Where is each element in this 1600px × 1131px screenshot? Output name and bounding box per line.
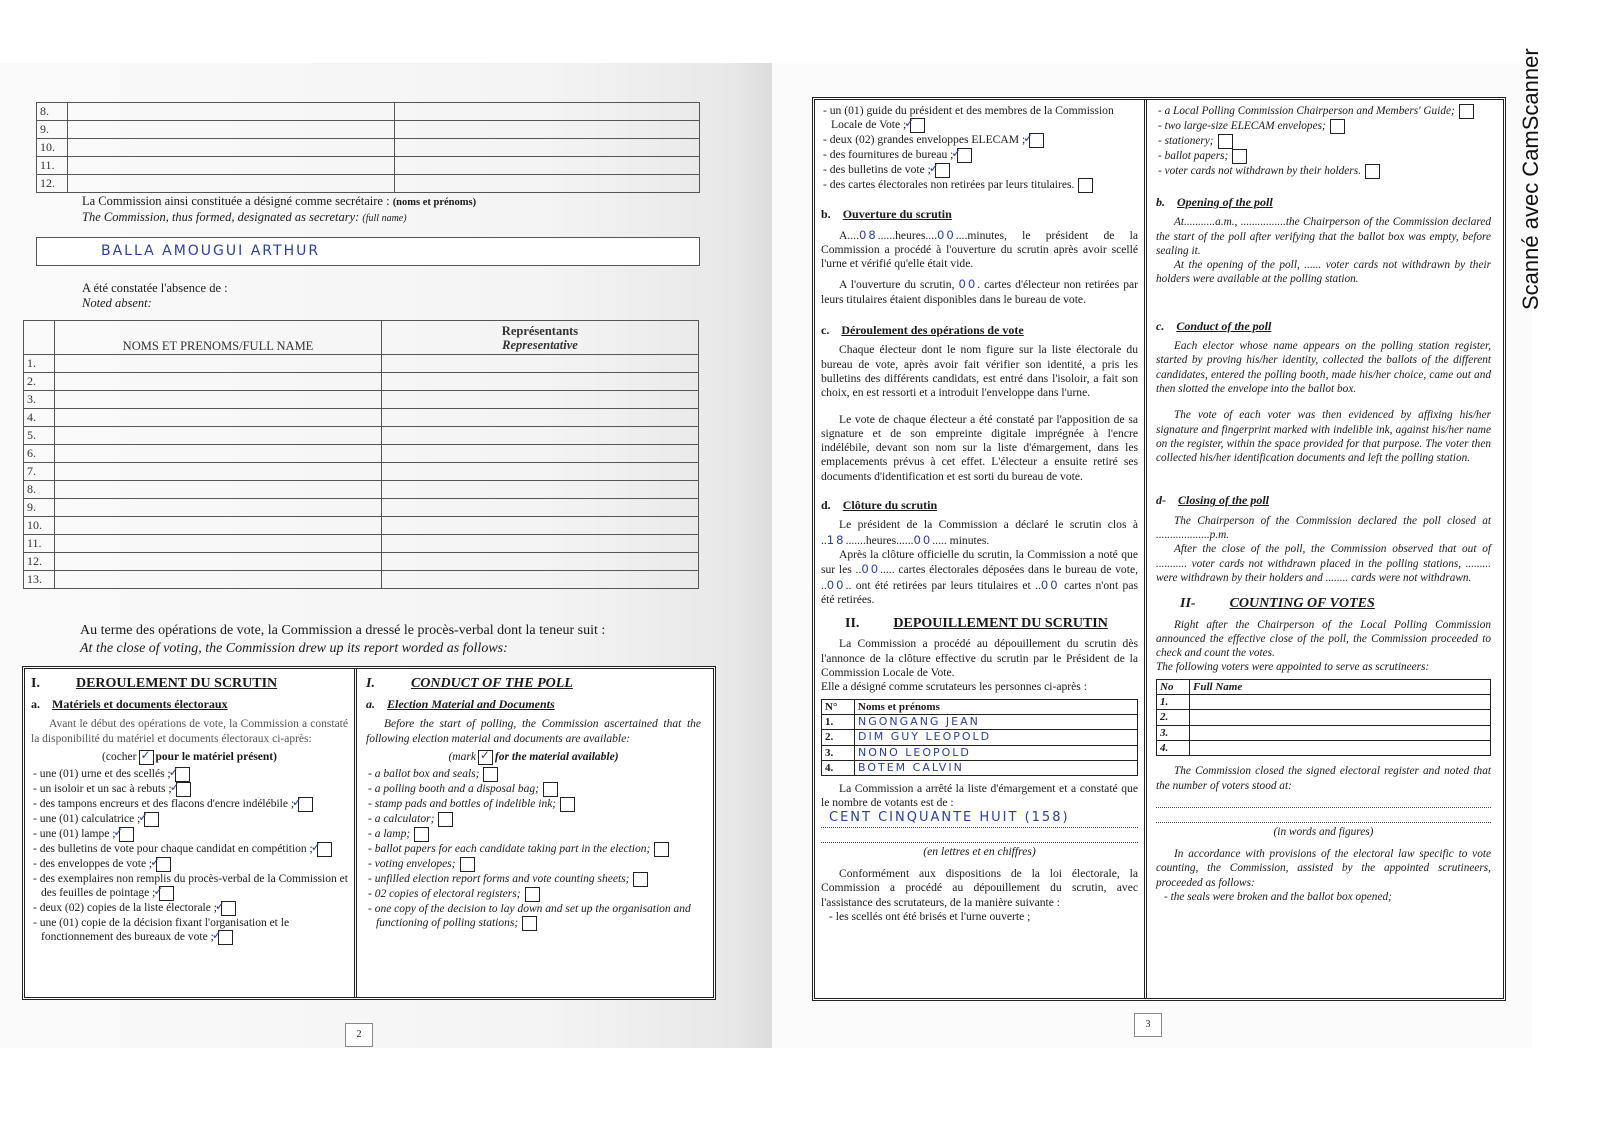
voters-hint-en: (in words and figures) — [1273, 825, 1374, 838]
table-row: 3. — [1157, 725, 1491, 740]
table-row: 2. DIM GUY LEOPOLD — [822, 730, 1138, 745]
material-col-en — [360, 669, 707, 997]
absent-rep-cell[interactable] — [382, 517, 699, 535]
counting-title-en: II- COUNTING OF VOTES — [1180, 596, 1375, 612]
checkbox[interactable] — [159, 886, 174, 901]
table-row: 11. — [24, 535, 699, 553]
absent-rep-cell[interactable] — [382, 373, 699, 391]
checkbox[interactable] — [221, 901, 236, 916]
closing-p1-en: The Chairperson of the Commission declared the poll closed at ...................p.m. — [1156, 514, 1491, 542]
secretary-label — [82, 194, 476, 226]
checkbox[interactable] — [438, 812, 453, 827]
opening-minutes-value[interactable]: 00 — [936, 227, 956, 242]
checklist-item: - a calculator; — [366, 812, 701, 827]
checklist-item: - two large-size ELECAM envelopes; — [1156, 119, 1491, 134]
absent-name-cell[interactable] — [55, 427, 382, 445]
checkbox[interactable] — [1365, 164, 1380, 179]
scrutineer-name-cell[interactable]: BOTEM CALVIN — [855, 760, 1138, 775]
absent-rep-cell[interactable] — [382, 427, 699, 445]
cards-not-withdrawn-value[interactable]: 00 — [1040, 577, 1060, 592]
scrutineer-name-cell[interactable] — [1190, 725, 1491, 740]
scrutineer-name-cell[interactable] — [1190, 710, 1491, 725]
table-row: 8. — [24, 481, 699, 499]
checklist-item: - deux (02) grandes enveloppes ELECAM ;✓ — [821, 133, 1138, 148]
opening-title-fr: b. Ouverture du scrutin — [821, 207, 952, 222]
secretary-label-en: The Commission, thus formed, designated as secretary: — [82, 210, 360, 224]
member-role-cell[interactable] — [395, 139, 700, 157]
absent-rep-cell[interactable] — [382, 571, 699, 589]
absent-name-cell[interactable] — [55, 553, 382, 571]
checklist-item: - ballot papers; — [1156, 149, 1491, 164]
checklist-item: - un (01) guide du président et des membres de la Commission Locale de Vote ;✓ — [821, 104, 1138, 133]
cards-withdrawn-value[interactable]: 00 — [826, 577, 846, 592]
conduct-p2-fr: Le vote de chaque électeur a été constaté par l'apposition de sa signature et de son empreinte digitale imprégnée à l'encre indélébile, devant son nom sur la liste d'émargement, dans les emplacements prévus à cet effet. L'électeur a ensuite retiré ses documents d'identification et est sorti du bureau de vote. — [821, 412, 1138, 483]
secretary-field[interactable] — [36, 237, 700, 266]
table-row: 5. — [24, 427, 699, 445]
counting-p1-en: Right after the Chairperson of the Local Polling Commission announced the effective close of the poll, the Commission proceeded to check and count the votes. — [1156, 618, 1491, 660]
opening-title-en: b. Opening of the poll — [1156, 195, 1273, 209]
checklist-item: - a lamp; — [366, 827, 701, 842]
absent-name-cell[interactable] — [55, 517, 382, 535]
absent-rep-cell[interactable] — [382, 535, 699, 553]
absent-table — [23, 320, 699, 589]
table-row: 1. NGONGANG JEAN — [822, 714, 1138, 729]
checkbox[interactable] — [176, 782, 191, 797]
checklist-item: - des bulletins de vote ;✓ — [821, 163, 1138, 178]
checklist-item: - voting envelopes; — [366, 857, 701, 872]
checklist-item: - a Local Polling Commission Chairperson and Members' Guide; — [1156, 104, 1491, 119]
absent-name-cell[interactable] — [55, 535, 382, 553]
closing-p2-fr: Après la clôture officielle du scrutin, la Commission a noté que sur les ..00..... cartes électorales déposées dans le bureau de vote, ..00.. ont été retirées par leurs titulaires et ..00 cartes n'ont pas été retirées. — [821, 547, 1138, 606]
checkbox[interactable] — [1459, 104, 1474, 119]
checklist-item: - deux (02) copies de la liste électorale ;✓ — [31, 901, 348, 916]
checkbox[interactable] — [1078, 178, 1093, 193]
opening-p1-en: At...........a.m., ................the Chairperson of the Commission declared the start of the poll after verifying that the ballot box was empty, before sealing it. — [1156, 216, 1491, 257]
absent-rep-cell[interactable] — [382, 463, 699, 481]
closing-hours-value[interactable]: 18 — [826, 532, 846, 547]
secretary-hint-en: (full name) — [362, 213, 407, 224]
checklist-item: - un isoloir et un sac à rebuts ;✓ — [31, 782, 348, 797]
checkbox[interactable] — [298, 797, 313, 812]
checklist-item: - des bulletins de vote pour chaque candidat en compétition ;✓ — [31, 842, 348, 857]
subsection-title-en: a. Election Material and Documents — [366, 697, 555, 712]
absent-rep-cell[interactable] — [382, 481, 699, 499]
opening-hours-value[interactable]: 08 — [858, 227, 878, 242]
conduct-p2-en: The vote of each voter was then evidenced by affixing his/her signature and fingerprint marked with indelible ink, against his/her name on the register, within the space provided for that purpose. The voter then collected his/her identification documents and left the polling station. — [1156, 409, 1491, 465]
checkbox[interactable] — [633, 872, 648, 887]
section-title-en: I. CONDUCT OF THE POLL — [366, 676, 573, 691]
voters-field-en[interactable] — [1156, 793, 1491, 808]
table-row: 1. — [24, 355, 699, 373]
member-role-cell[interactable] — [395, 175, 700, 193]
opening-cards-value[interactable]: 00 — [958, 277, 978, 292]
voters-hint-fr: (en lettres et en chiffres) — [923, 844, 1036, 858]
checkbox[interactable] — [1029, 133, 1044, 148]
absent-label — [82, 281, 228, 311]
absent-name-cell[interactable] — [55, 499, 382, 517]
table-row: 8. — [37, 103, 700, 121]
table-row: 10. — [37, 139, 700, 157]
absent-name-cell[interactable] — [55, 481, 382, 499]
checkbox[interactable] — [957, 148, 972, 163]
table-row: 3. — [24, 391, 699, 409]
material-col-fr — [25, 669, 357, 997]
table-row: 12. — [24, 553, 699, 571]
scrutineer-name-cell[interactable]: NGONGANG JEAN — [855, 714, 1138, 729]
absent-name-cell[interactable] — [55, 445, 382, 463]
absent-rep-cell[interactable] — [382, 355, 699, 373]
checklist-item: - 02 copies of electoral registers; — [366, 887, 701, 902]
secretary-hint-fr: (noms et prénoms) — [392, 197, 477, 208]
closing-minutes-value[interactable]: 00 — [913, 532, 933, 547]
closing-title-en: d- Closing of the poll — [1156, 493, 1270, 508]
material-list-fr-cont — [821, 104, 1138, 193]
voters-label-fr: La Commission a arrêté la liste d'émargement et a constaté que le nombre de votants est de : — [821, 782, 1138, 810]
checklist-item: - des exemplaires non remplis du procès-verbal de la Commission et des feuilles de pointage ;✓ — [31, 872, 348, 901]
checklist-item: - une (01) calculatrice ;✓ — [31, 812, 348, 827]
absent-name-cell[interactable] — [55, 409, 382, 427]
checkbox[interactable] — [156, 857, 171, 872]
mark-instruction-en: (mark ✓ for the material available) — [366, 750, 701, 765]
absent-rep-cell[interactable] — [382, 499, 699, 517]
counting-p2-en: The following voters were appointed to serve as scrutineers: — [1156, 661, 1430, 674]
table-row: 9. — [37, 121, 700, 139]
conduct-title-fr: c. Déroulement des opérations de vote — [821, 323, 1024, 338]
counting-method-en: In accordance with provisions of the electoral law specific to vote counting, the Commission, assisted by the appointed scrutineers, proceeded as follows: — [1156, 848, 1491, 889]
conduct-p1-en: Each elector whose name appears on the polling station register, started by proving his/her identity, collected the ballots of the different candidates, entered the polling booth, made his/her choice, came out and then slotted the envelope into the ballot box. — [1156, 340, 1491, 395]
table-row: 4. — [1157, 740, 1491, 755]
checklist-item: - voter cards not withdrawn by their holders. — [1156, 164, 1491, 179]
closing-title-fr: d. Clôture du scrutin — [821, 498, 938, 513]
checklist-item: - stationery; — [1156, 134, 1491, 149]
absent-rep-cell[interactable] — [382, 445, 699, 463]
absent-name-cell[interactable] — [55, 571, 382, 589]
checklist-item: - stamp pads and bottles of indelible ink; — [366, 797, 701, 812]
checkbox[interactable] — [483, 767, 498, 782]
table-row: 11. — [37, 157, 700, 175]
right-box — [812, 97, 1506, 1001]
table-row: 4. BOTEM CALVIN — [822, 760, 1138, 775]
table-row: 10. — [24, 517, 699, 535]
scrutineers-table-fr: N° Noms et prénoms 1. NGONGANG JEAN 2. DIM GUY LEOPOLD 3. NONO LEOPOLD 4. BOTEM CALVIN — [821, 699, 1138, 776]
checkbox[interactable] — [543, 782, 558, 797]
checklist-item: - des tampons encreurs et des flacons d'encre indélébile ;✓ — [31, 797, 348, 812]
table-row: 2. — [24, 373, 699, 391]
secretary-value: BALLA AMOUGUI ARTHUR — [101, 243, 321, 259]
opening-p2-fr: A l'ouverture du scrutin, 00. cartes d'électeur non retirées par leurs titulaires étaient disponibles dans le bureau de vote. — [821, 277, 1138, 306]
member-name-cell[interactable] — [68, 139, 395, 157]
checkbox[interactable] — [1218, 134, 1233, 149]
scrutineers-table-en: No Full Name 1. 2. 3. 4. — [1156, 679, 1491, 756]
checkbox[interactable] — [119, 827, 134, 842]
counting-p2-fr: Elle a désigné comme scrutateurs les personnes ci-après : — [821, 680, 1087, 694]
member-name-cell[interactable] — [68, 157, 395, 175]
report-intro — [80, 622, 605, 658]
counting-p1-fr: La Commission a procédé au dépouillement du scrutin dès l'annonce de la clôture effective du scrutin par le Président de la Commission Locale de Vote. — [821, 637, 1138, 680]
scrutineer-name-cell[interactable] — [1190, 740, 1491, 755]
checklist-item: - des fournitures de bureau ;✓ — [821, 148, 1138, 163]
conduct-p1-fr: Chaque électeur dont le nom figure sur la liste électorale du bureau de vote, après avoir fait vérifier son identité, a pris les bulletins des différents candidats, est entré dans l'isoloir, a fait son choix, en est ressorti et a introduit l'enveloppe dans l'urne. — [821, 343, 1138, 400]
checklist-item: - a ballot box and seals; — [366, 767, 701, 782]
checkbox[interactable] — [1232, 149, 1247, 164]
checklist-item: - one copy of the decision to lay down and set up the organisation and functioning of polling stations; — [368, 902, 691, 930]
absent-label-en: Noted absent: — [82, 296, 152, 310]
checkbox[interactable] — [317, 842, 332, 857]
report-intro-en: At the close of voting, the Commission drew up its report worded as follows: — [80, 641, 508, 656]
material-list-en-cont — [1156, 104, 1491, 179]
right-col-en — [1150, 100, 1497, 998]
section-title-fr: I. DEROULEMENT DU SCRUTIN — [31, 676, 278, 691]
page-number-right: 3 — [1134, 1013, 1162, 1037]
absent-col-name: NOMS ET PRENOMS/FULL NAME — [55, 321, 382, 355]
checkbox[interactable] — [460, 857, 475, 872]
absent-name-cell[interactable] — [55, 463, 382, 481]
checklist-item: - unfilled election report forms and vote counting sheets; — [366, 872, 701, 887]
material-intro-fr: Avant le début des opérations de vote, la Commission a constaté la disponibilité du matériel et documents électoraux ci-après: — [31, 718, 348, 745]
checkbox[interactable] — [525, 887, 540, 902]
opening-p1-fr: A....08......heures....00....minutes, le président de la Commission a procédé à l'ouverture du scrutin après avoir scellé l'urne et vérifié qu'elle était vide. — [821, 227, 1138, 271]
checkbox[interactable] — [144, 812, 159, 827]
mark-instruction-fr: (cocher ✓ pour le matériel présent) — [31, 750, 348, 765]
checkbox[interactable] — [560, 797, 575, 812]
table-row: 1. — [1157, 695, 1491, 710]
sample-checkbox-icon — [139, 750, 154, 765]
checkbox[interactable] — [218, 930, 233, 945]
table-row: 6. — [24, 445, 699, 463]
member-role-cell[interactable] — [395, 157, 700, 175]
cards-deposited-value[interactable]: 00 — [861, 562, 881, 577]
table-row: 13. — [24, 571, 699, 589]
counting-item-fr: - les scellés ont été brisés et l'urne ouverte ; — [829, 909, 1031, 923]
material-intro-en: Before the start of polling, the Commission ascertained that the following election material and documents are available: — [366, 718, 701, 745]
scrutineer-name-cell[interactable] — [1190, 695, 1491, 710]
absent-name-cell[interactable] — [55, 391, 382, 409]
voters-label-en: The Commission closed the signed electoral register and noted that the number of voters stood at: — [1156, 765, 1491, 792]
counting-title-fr: II. DEPOUILLEMENT DU SCRUTIN — [845, 616, 1108, 632]
checkbox[interactable] — [522, 916, 537, 931]
secretary-label-fr: La Commission ainsi constituée a désigné comme secrétaire : — [82, 194, 390, 208]
table-row: 4. — [24, 409, 699, 427]
material-list-fr — [31, 767, 348, 945]
table-row: 12. — [37, 175, 700, 193]
scrutineer-name-cell[interactable]: DIM GUY LEOPOLD — [855, 730, 1138, 745]
scrutineer-name-cell[interactable]: NONO LEOPOLD — [855, 745, 1138, 760]
table-row: 7. — [24, 463, 699, 481]
counting-method-fr: Conformément aux dispositions de la loi électorale, la Commission a procédé au dépouillement du scrutin, avec l'assistance des scrutateurs, de la manière suivante : — [821, 866, 1138, 909]
subsection-title-fr: a. Matériels et documents électoraux — [31, 697, 228, 712]
member-name-cell[interactable] — [68, 175, 395, 193]
member-role-cell[interactable] — [395, 121, 700, 139]
table-row: 9. — [24, 499, 699, 517]
absent-rep-cell[interactable] — [382, 553, 699, 571]
absent-name-cell[interactable] — [55, 355, 382, 373]
checklist-item: - ballot papers for each candidate taking part in the election; — [366, 842, 701, 857]
sample-checkbox-icon — [478, 750, 493, 765]
checklist-item: - des cartes électorales non retirées par leurs titulaires. — [821, 178, 1138, 193]
member-name-cell[interactable] — [68, 121, 395, 139]
voters-value: CENT CINQUANTE HUIT (158) — [829, 809, 1070, 825]
report-intro-fr: Au terme des opérations de vote, la Commission a dressé le procès-verbal dont la teneur suit : — [80, 623, 606, 638]
closing-p2-en: After the close of the poll, the Commission observed that out of ........... voter cards not withdrawn placed in the polling stations, ......... were withdrawn by their holders and ........ cards were not withdrawn. — [1156, 543, 1491, 584]
checkbox[interactable] — [414, 827, 429, 842]
table-row: 3. NONO LEOPOLD — [822, 745, 1138, 760]
checkbox[interactable] — [654, 842, 669, 857]
absent-rep-cell[interactable] — [382, 409, 699, 427]
absent-rep-cell[interactable] — [382, 391, 699, 409]
camscanner-watermark: Scanné avec CamScanner — [1518, 48, 1543, 310]
right-col-fr — [815, 100, 1147, 998]
checklist-item: - une (01) lampe ;✓ — [31, 827, 348, 842]
checklist-item: - une (01) urne et des scellés ;✓ — [31, 767, 348, 782]
absent-col-rep: Représentants Representative — [382, 321, 699, 355]
closing-p1-fr: Le président de la Commission a déclaré le scrutin clos à ..18.......heures......00..... minutes. — [821, 518, 1138, 547]
opening-p2-en: At the opening of the poll, ...... voter cards not withdrawn by their holders were available at the polling station. — [1156, 259, 1491, 286]
checklist-item: - a polling booth and a disposal bag; — [366, 782, 701, 797]
table-row: 2. — [1157, 710, 1491, 725]
conduct-title-en: c. Conduct of the poll — [1156, 318, 1272, 333]
page-number-left: 2 — [345, 1023, 373, 1047]
counting-item-en: - the seals were broken and the ballot box opened; — [1164, 890, 1392, 903]
material-box — [22, 666, 716, 1000]
absent-name-cell[interactable] — [55, 373, 382, 391]
checklist-item: - une (01) copie de la décision fixant l'organisation et le fonctionnement des bureaux de vote ;✓ — [31, 916, 348, 945]
absent-label-fr: A été constatée l'absence de : — [82, 281, 228, 295]
members-table — [36, 102, 700, 193]
member-name-cell[interactable] — [68, 103, 395, 121]
material-list-en — [366, 767, 701, 931]
checklist-item: - des enveloppes de vote ;✓ — [31, 857, 348, 872]
voters-field-fr[interactable] — [821, 811, 1138, 828]
member-role-cell[interactable] — [395, 103, 700, 121]
checkbox[interactable] — [935, 163, 950, 178]
checkbox[interactable] — [1330, 119, 1345, 134]
checkbox[interactable] — [910, 118, 925, 133]
